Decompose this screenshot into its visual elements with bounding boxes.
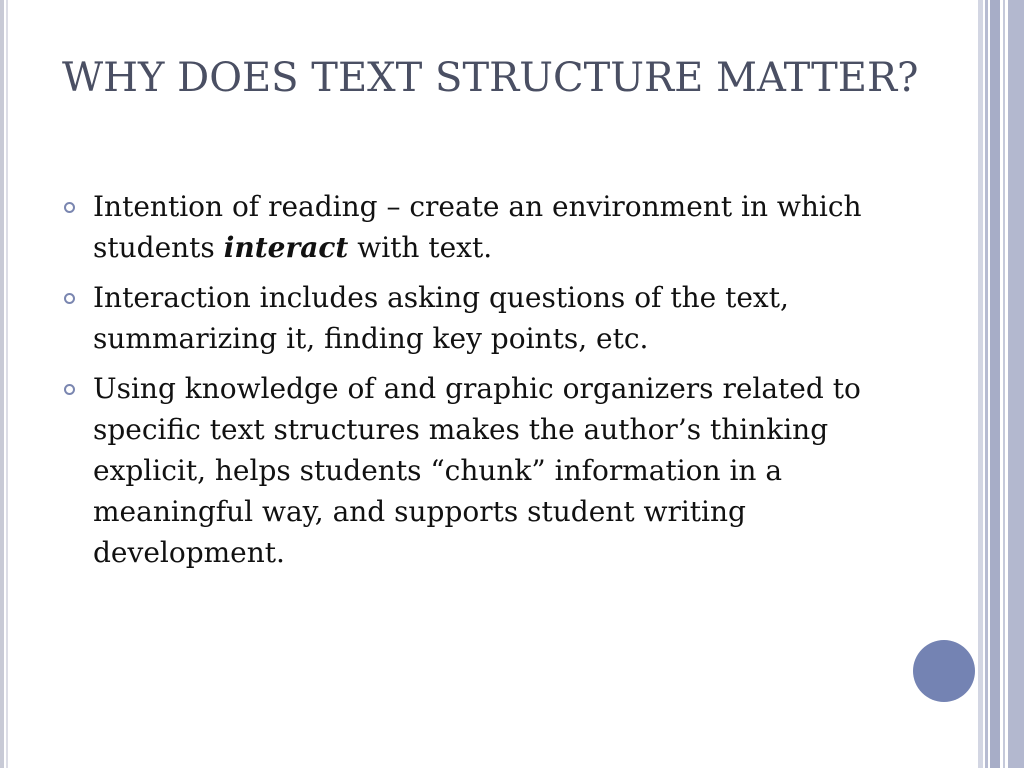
bullet-icon bbox=[64, 293, 75, 304]
accent-circle bbox=[913, 640, 975, 702]
right-stripe-4 bbox=[1003, 0, 1005, 768]
right-stripe-3 bbox=[990, 0, 1000, 768]
bullet-3-text: Using knowledge of and graphic organizers related to specific text structures makes the author’s thinking explicit, helps students “chunk” information in a meaningful way, and supports student writing development. bbox=[93, 372, 861, 569]
bullet-2-text: Interaction includes asking questions of the text, summarizing it, finding key points, etc. bbox=[93, 281, 789, 355]
bullet-item-1 bbox=[62, 186, 902, 268]
bullet-icon bbox=[64, 384, 75, 395]
bullet-list bbox=[62, 186, 902, 582]
right-stripe-5 bbox=[1008, 0, 1024, 768]
right-stripe-2 bbox=[985, 0, 988, 768]
left-border-inner bbox=[6, 0, 8, 768]
bullet-item-2 bbox=[62, 277, 902, 359]
slide-title: WHY DOES TEXT STRUCTURE MATTER? bbox=[62, 55, 919, 101]
right-stripe-1 bbox=[978, 0, 983, 768]
left-border bbox=[0, 0, 4, 768]
bullet-icon bbox=[64, 202, 75, 213]
bullet-1-emphasis: interact bbox=[223, 231, 349, 264]
bullet-1-text-after: with text. bbox=[348, 231, 493, 264]
bullet-item-3 bbox=[62, 368, 902, 573]
bullet-1-text-before: Intention of reading – create an environment in which students bbox=[93, 190, 862, 264]
